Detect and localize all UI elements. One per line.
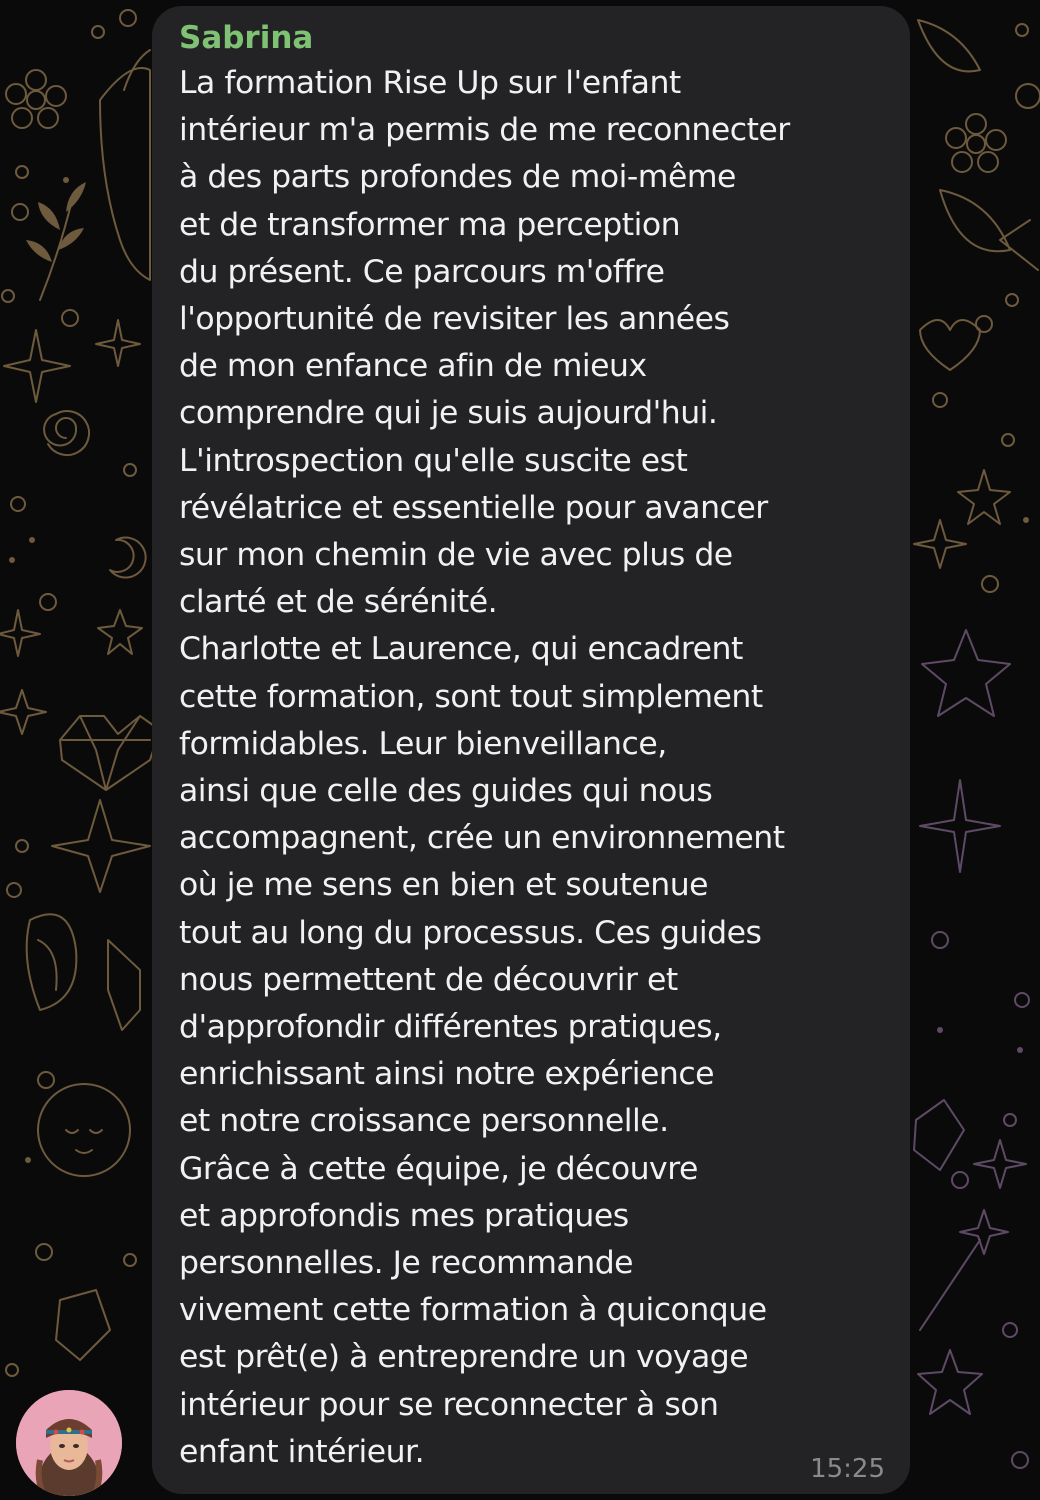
- message-line: révélatrice et essentielle pour avancer: [179, 489, 768, 526]
- message-line: du présent. Ce parcours m'offre: [179, 253, 665, 290]
- leaf-icon: [918, 20, 1038, 270]
- message-line: cette formation, sont tout simplement: [179, 678, 763, 715]
- leaf-branch-icon: [26, 182, 86, 300]
- message-timestamp: 15:25: [810, 1454, 885, 1484]
- message-line: et de transformer ma perception: [179, 206, 681, 243]
- message-line: sur mon chemin de vie avec plus de: [179, 537, 733, 574]
- message-line: l'opportunité de revisiter les années: [179, 301, 730, 338]
- message-line: Grâce à cette équipe, je découvre: [179, 1150, 698, 1187]
- message-line: intérieur m'a permis de me reconnecter: [179, 112, 790, 149]
- heart-gem-icon: [60, 716, 160, 790]
- flower-icon: [946, 84, 1040, 172]
- sender-name[interactable]: Sabrina: [179, 20, 314, 56]
- wand-icon: [920, 1210, 1008, 1330]
- sun-face-icon: [38, 1084, 130, 1176]
- message-line: accompagnent, crée un environnement: [179, 820, 785, 857]
- message-line: et approfondis mes pratiques: [179, 1197, 629, 1234]
- heart-icon: [920, 320, 980, 370]
- crystal-icon: [56, 940, 140, 1360]
- unicorn-outline-icon: [100, 50, 150, 280]
- message-line: nous permettent de découvrir et: [179, 961, 678, 998]
- message-bubble[interactable]: [152, 6, 910, 1494]
- message-text: [179, 60, 890, 1476]
- message-line: clarté et de sérénité.: [179, 584, 498, 621]
- moon-icon: [110, 538, 146, 578]
- message-line: La formation Rise Up sur l'enfant: [179, 65, 681, 101]
- message-line: vivement cette formation à quiconque: [179, 1292, 767, 1329]
- message-line: de mon enfance afin de mieux: [179, 348, 647, 385]
- message-line: d'approfondir différentes pratiques,: [179, 1009, 722, 1046]
- message-line: est prêt(e) à entreprendre un voyage: [179, 1339, 749, 1376]
- message-line: intérieur pour se reconnecter à son: [179, 1386, 719, 1423]
- message-line: Charlotte et Laurence, qui encadrent: [179, 631, 743, 668]
- star-icon: [0, 320, 150, 892]
- gem-icon: [914, 1100, 964, 1170]
- message-line: formidables. Leur bienveillance,: [179, 725, 667, 762]
- message-line: enfant intérieur.: [179, 1433, 425, 1470]
- avatar[interactable]: [16, 1390, 122, 1496]
- message-line: comprendre qui je suis aujourd'hui.: [179, 395, 718, 432]
- spiral-icon: [44, 411, 89, 455]
- star-icon: [914, 470, 1026, 1414]
- flower-icon: [6, 70, 66, 128]
- message-line: enrichissant ainsi notre expérience: [179, 1056, 715, 1093]
- message-line: ainsi que celle des guides qui nous: [179, 773, 713, 810]
- message-line: personnelles. Je recommande: [179, 1245, 634, 1282]
- message-line: et notre croissance personnelle.: [179, 1103, 669, 1140]
- shell-icon: [27, 914, 77, 1010]
- message-line: où je me sens en bien et soutenue: [179, 867, 709, 904]
- sender-avatar-icon: [16, 1390, 122, 1496]
- message-line: L'introspection qu'elle suscite est: [179, 442, 688, 479]
- dots-decoration: [932, 24, 1029, 1468]
- message-line: tout au long du processus. Ces guides: [179, 914, 762, 951]
- message-line: à des parts profondes de moi-même: [179, 159, 736, 196]
